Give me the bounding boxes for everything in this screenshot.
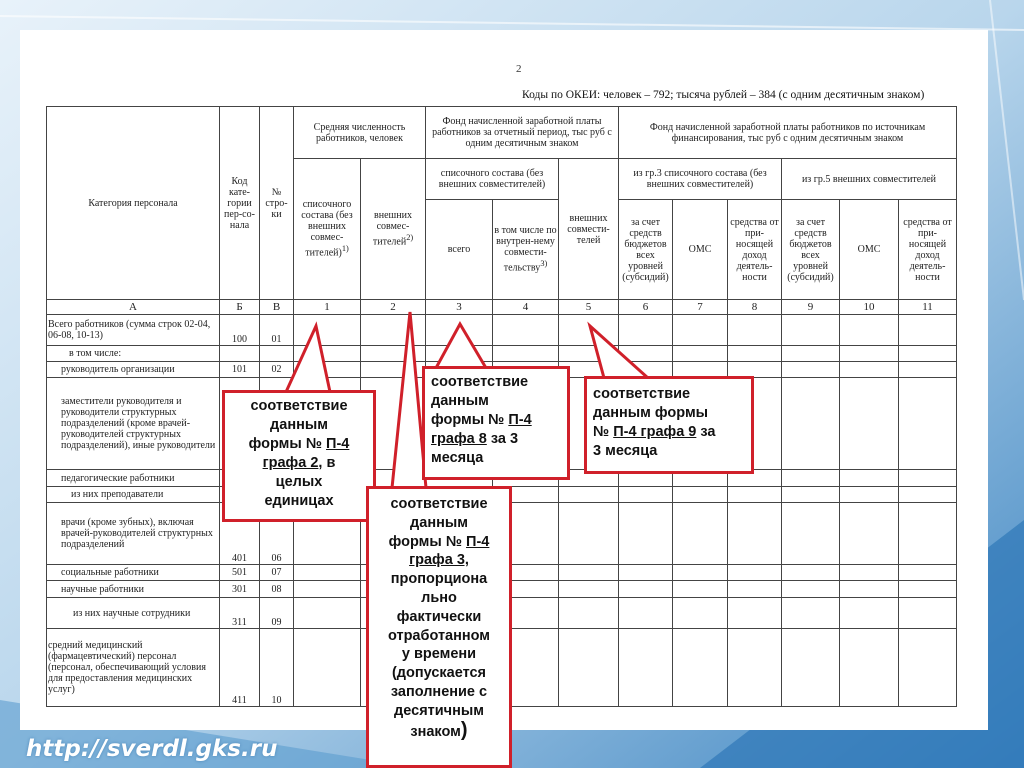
row-code: 501	[220, 565, 260, 581]
row-label: педагогические работники	[47, 470, 220, 487]
row-code: 401	[220, 503, 260, 565]
callout-column-3: соответствие данным формы № П-4 графа 3, пропорциона льно фактически отработанном у времени (допускается заполнение с десятичным знаком)	[366, 486, 512, 768]
row-label: врачи (кроме зубных), включая врачей-руководителей структурных подразделений	[47, 503, 220, 565]
footer-url: http://sverdl.gks.ru	[26, 736, 278, 762]
header-row-no: № стро-ки	[260, 107, 294, 300]
callout-pointer-4	[590, 326, 648, 378]
callout-column-2: соответствие данным формы № П-4 графа 2, в целых единицах	[222, 390, 376, 522]
header-internal: в том числе по внутрен-нему совмести-тельству$^{3)}$	[493, 200, 559, 300]
row-label: из них научные сотрудники	[47, 598, 220, 629]
row-label: заместители руководителя и руководители структурных подразделений (кроме врачей-руководителей структурных подразделений), иные руководители	[47, 378, 220, 470]
letter-cell: 1	[294, 300, 361, 315]
callout-pointer-3	[436, 324, 486, 368]
row-code: 100	[220, 315, 260, 346]
letter-cell: А	[47, 300, 220, 315]
header-fund-ext: внешних совмести-телей	[559, 159, 619, 300]
letter-cell: 7	[673, 300, 728, 315]
header-budget-b: за счет средств бюджетов всех уровней (субсидий)	[782, 200, 840, 300]
header-total: всего	[426, 200, 493, 300]
row-line: 09	[260, 598, 294, 629]
letter-cell: 2	[361, 300, 426, 315]
header-fund-period: Фонд начисленной заработной платы работников за отчетный период, тыс руб с одним десятичным знаком	[426, 107, 619, 159]
row-code: 101	[220, 362, 260, 378]
header-budget-a: за счет средств бюджетов всех уровней (субсидий)	[619, 200, 673, 300]
header-fund-list: списочного состава (без внешних совместителей)	[426, 159, 559, 200]
letter-cell: 9	[782, 300, 840, 315]
row-label: средний медицинский (фармацевтический) персонал (персонал, обеспечивающий условия для предоставления медицинских услуг)	[47, 629, 220, 707]
row-label: научные работники	[47, 581, 220, 598]
header-oms-a: ОМС	[673, 200, 728, 300]
header-src-ext: из гр.5 внешних совместителей	[782, 159, 957, 200]
row-code: 311	[220, 598, 260, 629]
header-income-b: средства от при-носящей доход деятель-ности	[899, 200, 957, 300]
header-oms-b: ОМС	[840, 200, 899, 300]
header-src-list: из гр.3 списочного состава (без внешних совместителей)	[619, 159, 782, 200]
letter-cell: 11	[899, 300, 957, 315]
page-number: 2	[516, 63, 522, 75]
row-line: 02	[260, 362, 294, 378]
callout-column-8: соответствие данным формы № П-4 графа 8 за 3 месяца	[422, 366, 570, 480]
header-income-a: средства от при-носящей доход деятель-ности	[728, 200, 782, 300]
row-label: из них преподаватели	[47, 487, 220, 503]
row-label: в том числе:	[47, 346, 220, 362]
row-line: 07	[260, 565, 294, 581]
letter-cell: 4	[493, 300, 559, 315]
header-avg-list: списочного состава (без внешних совмес-тителей)$^{1)}$	[294, 159, 361, 300]
row-label: социальные работники	[47, 565, 220, 581]
header-avg-count: Средняя численность работников, человек	[294, 107, 426, 159]
callout-pointer-2	[392, 312, 426, 488]
header-avg-ext: внешних совмес-тителей$^{2)}$	[361, 159, 426, 300]
letter-cell: 10	[840, 300, 899, 315]
letter-cell: 5	[559, 300, 619, 315]
callout-column-9: соответствие данным формы № П-4 графа 9 за 3 месяца	[584, 376, 754, 474]
row-line: 08	[260, 581, 294, 598]
row-code: 301	[220, 581, 260, 598]
letter-cell: Б	[220, 300, 260, 315]
header-code: Код кате-гории пер-со-нала	[220, 107, 260, 300]
header-fund-sources: Фонд начисленной заработной платы работников по источникам финансирования, тыс руб с одним десятичным знаком	[619, 107, 957, 159]
letter-cell: 3	[426, 300, 493, 315]
row-label: руководитель организации	[47, 362, 220, 378]
row-line: 06	[260, 503, 294, 565]
row-label: Всего работников (сумма строк 02-04, 06-08, 10-13)	[47, 315, 220, 346]
row-line: 01	[260, 315, 294, 346]
callout-pointer-1	[286, 326, 330, 392]
row-line: 10	[260, 629, 294, 707]
letter-cell: 8	[728, 300, 782, 315]
header-category: Категория персонала	[47, 107, 220, 300]
okei-codes-line: Коды по ОКЕИ: человек – 792; тысяча рублей – 384 (с одним десятичным знаком)	[522, 89, 925, 101]
row-code: 411	[220, 629, 260, 707]
letter-cell: 6	[619, 300, 673, 315]
letter-cell: В	[260, 300, 294, 315]
